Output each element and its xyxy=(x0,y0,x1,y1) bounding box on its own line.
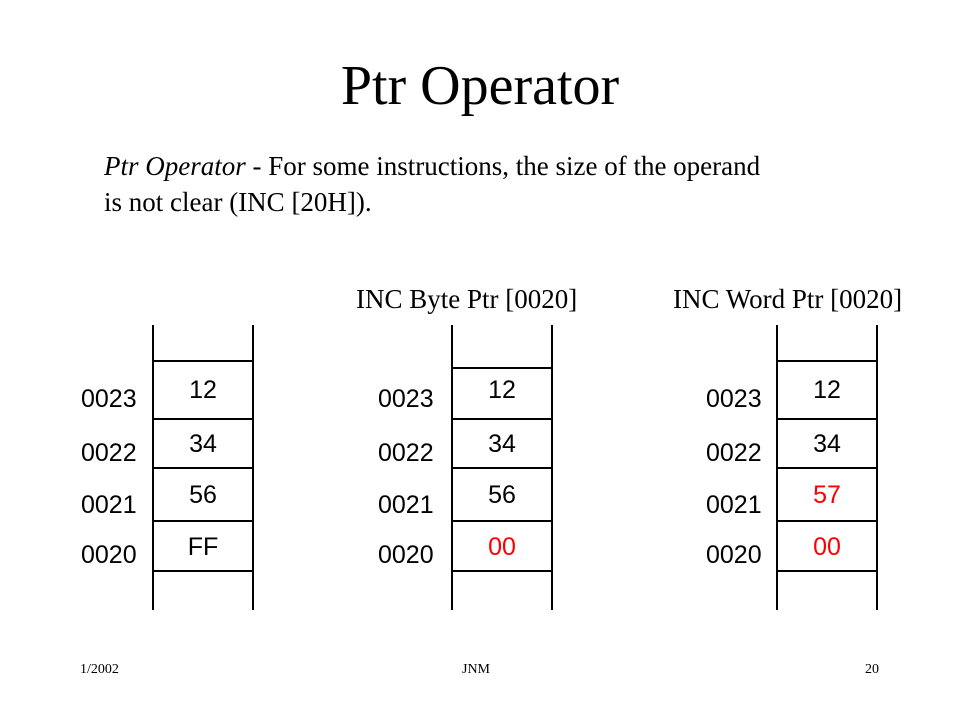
address-label-0022: 0022 xyxy=(706,438,762,467)
description-lead: Ptr Operator xyxy=(104,151,246,181)
memory-cell-0022: 34 xyxy=(189,429,217,458)
memory-stack-word-ptr xyxy=(776,325,878,610)
address-label-0023: 0023 xyxy=(706,384,762,413)
address-label-0022: 0022 xyxy=(81,438,137,467)
memory-cell-0023: 12 xyxy=(488,375,516,404)
address-label-0021: 0021 xyxy=(81,490,137,519)
description-line1: - For some instructions, the size of the operand xyxy=(245,151,761,181)
footer-author: JNM xyxy=(462,662,491,677)
cell-divider xyxy=(152,360,254,362)
memory-cell-0021: 56 xyxy=(189,480,217,509)
caption-word-ptr: INC Word Ptr [0020] xyxy=(673,284,903,314)
caption-byte-ptr: INC Byte Ptr [0020] xyxy=(356,284,578,314)
footer-page-number: 20 xyxy=(865,662,879,677)
address-label-0020: 0020 xyxy=(81,540,137,569)
memory-cell-0021: 57 xyxy=(813,480,841,509)
address-label-0020: 0020 xyxy=(378,540,434,569)
slide-title: Ptr Operator xyxy=(340,55,620,117)
footer-date: 1/2002 xyxy=(80,662,119,677)
memory-cell-0022: 34 xyxy=(813,429,841,458)
memory-cell-0020: FF xyxy=(187,532,219,561)
address-label-0023: 0023 xyxy=(378,384,434,413)
address-label-0020: 0020 xyxy=(706,540,762,569)
address-label-0023: 0023 xyxy=(81,384,137,413)
memory-cell-0022: 34 xyxy=(488,429,516,458)
address-label-0022: 0022 xyxy=(378,438,434,467)
memory-stack-byte-ptr xyxy=(451,325,553,610)
address-label-0021: 0021 xyxy=(378,490,434,519)
memory-stack-original xyxy=(152,325,254,610)
address-label-0021: 0021 xyxy=(706,490,762,519)
memory-cell-0023: 12 xyxy=(189,375,217,404)
memory-cell-0021: 56 xyxy=(488,480,516,509)
memory-cell-0020: 00 xyxy=(813,532,841,561)
memory-cell-0020: 00 xyxy=(488,532,516,561)
cell-divider xyxy=(776,360,878,362)
description-line2: is not clear (INC [20H]). xyxy=(104,187,372,217)
description xyxy=(104,148,904,220)
memory-cell-0023: 12 xyxy=(813,375,841,404)
